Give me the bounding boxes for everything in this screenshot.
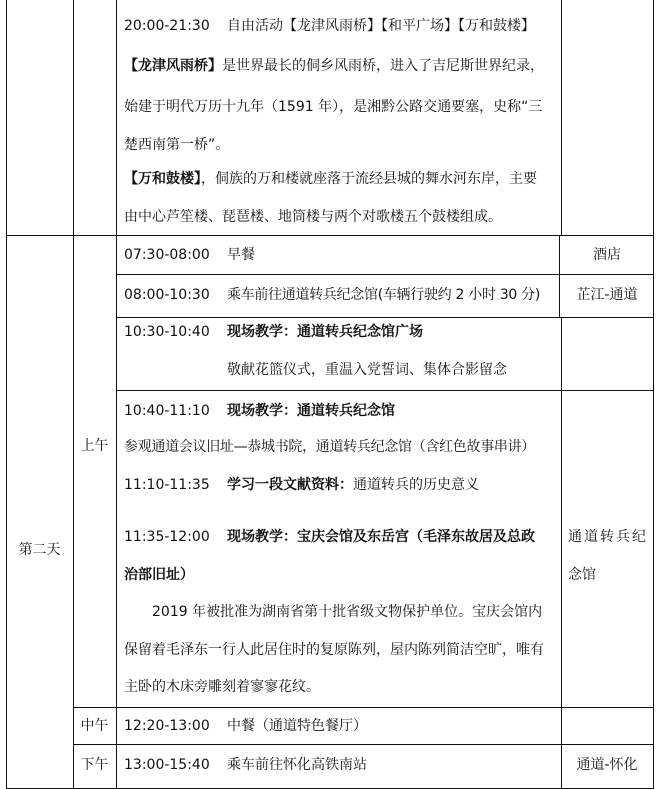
r5-desc3: 主卧的木床旁雕刻着寥寥花纹。 bbox=[124, 679, 320, 695]
row-divider-noon bbox=[73, 707, 654, 708]
row-divider-day2-start bbox=[6, 235, 654, 236]
col-divider-place-r3r7 bbox=[561, 317, 562, 789]
table-border-right bbox=[653, 0, 654, 789]
r2-place: 芷江-通道 bbox=[576, 287, 638, 303]
activity-free-time: 自由活动【龙津风雨桥】【和平广场】【万和鼓楼】 bbox=[227, 18, 535, 34]
row-divider-2 bbox=[116, 317, 654, 318]
bridge-text-1: 是世界最长的侗乡风雨桥，进入了吉尼斯世界纪录， bbox=[222, 58, 544, 74]
r2-activity: 乘车前往通道转兵纪念馆(车辆行驶约 2 小时 30 分) bbox=[227, 287, 541, 303]
r1-time: 07:30-08:00 bbox=[124, 247, 210, 263]
row-divider-pm bbox=[73, 744, 654, 745]
bridge-line3: 楚西南第一桥”。 bbox=[124, 137, 230, 153]
r1-place: 酒店 bbox=[593, 247, 621, 263]
bridge-line1 bbox=[124, 57, 544, 75]
r7-time: 13:00-15:40 bbox=[124, 757, 210, 773]
bridge-title: 【龙津风雨桥】 bbox=[124, 58, 222, 74]
pm-label: 下午 bbox=[80, 757, 109, 773]
r5-title-b: 治部旧址） bbox=[124, 567, 194, 583]
row-divider-1 bbox=[116, 274, 654, 275]
drum-line1 bbox=[124, 170, 537, 188]
day2-label: 第二天 bbox=[18, 542, 61, 558]
r4-title: 现场教学：通道转兵纪念馆 bbox=[227, 403, 395, 419]
drum-text-1: ，侗族的万和楼就座落于流经县城的舞水河东岸，主要 bbox=[201, 171, 537, 187]
row-divider-3 bbox=[116, 390, 654, 391]
r4-detail2: 通道转兵的历史意义 bbox=[353, 477, 479, 493]
col-divider-place-top bbox=[561, 0, 562, 235]
r7-activity: 乘车前往怀化高铁南站 bbox=[227, 757, 367, 773]
noon-label: 中午 bbox=[80, 718, 109, 734]
r5-title-a: 现场教学：宝庆会馆及东岳宫（毛泽东故居及总政 bbox=[227, 529, 535, 545]
r3-title: 现场教学：通道转兵纪念馆广场 bbox=[227, 324, 423, 340]
am-label: 上午 bbox=[80, 438, 109, 454]
r6-activity: 中餐（通道特色餐厅） bbox=[227, 718, 367, 734]
r4-time: 10:40-11:10 bbox=[124, 403, 210, 419]
r5-desc1: 2019 年被批准为湖南省第十批省级文物保护单位。宝庆会馆内 bbox=[152, 604, 543, 620]
table-border-left bbox=[6, 0, 7, 789]
r5-place-b: 念馆 bbox=[568, 567, 596, 583]
r7-place: 通道-怀化 bbox=[576, 757, 638, 773]
r4-time2: 11:10-11:35 bbox=[124, 477, 210, 493]
r5-time: 11:35-12:00 bbox=[124, 529, 210, 545]
drum-line2: 由中心芦笙楼、琵琶楼、地筒楼与两个对歌楼五个鼓楼组成。 bbox=[124, 209, 502, 225]
r4-line2 bbox=[227, 476, 479, 494]
r1-activity: 早餐 bbox=[227, 247, 255, 263]
r5-desc2: 保留着毛泽东一行人此居住时的复原陈列，屋内陈列简洁空旷，唯有 bbox=[124, 642, 544, 658]
r5-place-a: 通道转兵纪 bbox=[568, 529, 648, 545]
bridge-line2: 始建于明代万历十九年（1591 年），是湘黔公路交通要塞，史称“三 bbox=[124, 99, 543, 115]
r2-time: 08:00-10:30 bbox=[124, 287, 210, 303]
r4-detail: 参观通道会议旧址—恭城书院，通道转兵纪念馆（含红色故事串讲） bbox=[124, 439, 535, 455]
r3-detail: 敬献花篮仪式，重温入党誓词、集体合影留念 bbox=[227, 362, 507, 378]
r4-title2: 学习一段文献资料： bbox=[227, 477, 353, 493]
r6-time: 12:20-13:00 bbox=[124, 718, 210, 734]
col-divider-period bbox=[116, 0, 117, 789]
drum-title: 【万和鼓楼】 bbox=[124, 171, 201, 187]
r3-time: 10:30-10:40 bbox=[124, 324, 210, 340]
time-20-00: 20:00-21:30 bbox=[124, 18, 210, 34]
col-divider-day bbox=[73, 0, 74, 789]
